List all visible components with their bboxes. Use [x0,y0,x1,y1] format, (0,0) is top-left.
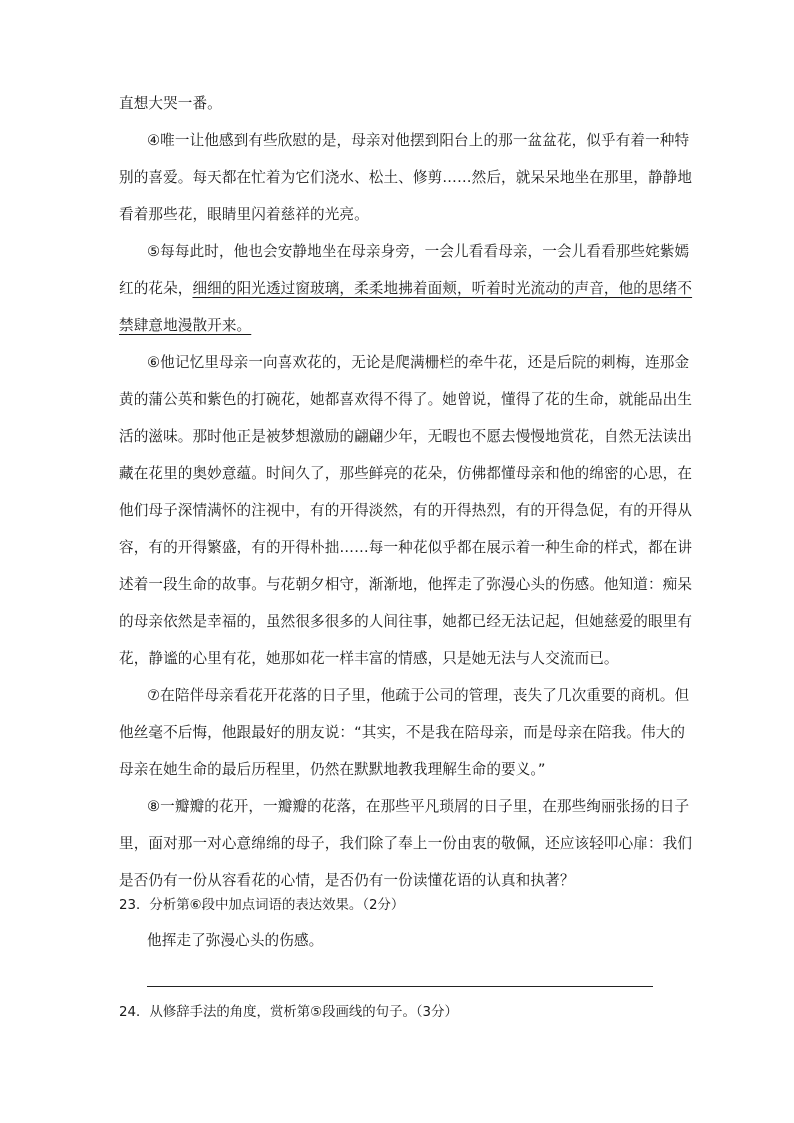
paragraph-5-line: ⑤每每此时，他也会安静地坐在母亲身旁，一会儿看看母亲，一会儿看看那些姹紫嫣 [147,243,690,260]
paragraph-6-line: 活的滋味。那时他正是被梦想激励的翩翩少年，无暇也不愿去慢慢地赏花，自然无法读出 [119,428,693,445]
paragraph-6-line: ⑥他记忆里母亲一向喜欢花的，无论是爬满栅栏的牵牛花，还是后院的刺梅，连那金 [147,354,690,371]
paragraph-8-line: 里，面对那一对心意绵绵的母子，我们除了奉上一份由衷的敬佩，还应该轻叩心扉：我们 [119,835,693,852]
underlined-sentence: 细细的阳光透过窗玻璃，柔柔地拂着面颊，听着时光流动的声音，他的思绪不 [192,280,693,297]
paragraph-8-line: ⑧一瓣瓣的花开，一瓣瓣的花落，在那些平凡琐屑的日子里，在那些绚丽张扬的日子 [147,798,690,815]
paragraph-6-line: 他们母子深情满怀的注视中，有的开得淡然，有的开得热烈，有的开得急促，有的开得从 [119,502,693,519]
passage-line: 直想大哭一番。 [119,95,222,112]
question-23-quote: 他挥走了弥漫心头的伤感。 [147,932,324,949]
paragraph-6-line: 容，有的开得繁盛，有的开得朴拙……每一种花似乎都在展示着一种生命的样式，都在讲 [119,539,693,556]
paragraph-5-plain-text: 红的花朵， [119,280,193,297]
paragraph-4-line: ④唯一让他感到有些欣慰的是，母亲对他摆到阳台上的那一盆盆花，似乎有着一种特 [147,132,690,149]
paragraph-5-line [119,316,679,336]
paragraph-7-line: 他丝毫不后悔，他跟最好的朋友说：“其实，不是我在陪母亲，而是母亲在陪我。伟大的 [119,724,686,741]
paragraph-6-line: 的母亲依然是幸福的，虽然很多很多的人间往事，她都已经无法记起，但她慈爱的眼里有 [119,613,693,630]
question-24-prompt: 24．从修辞手法的角度，赏析第⑤段画线的句子。（3分） [119,1005,458,1020]
question-23-prompt: 23．分析第⑥段中加点词语的表达效果。（2分） [119,898,405,913]
paragraph-6-line: 花，静谧的心里有花，她那如花一样丰富的情感，只是她无法与人交流而已。 [119,650,619,667]
paragraph-7-line: 母亲在她生命的最后历程里，仍然在默默地教我理解生命的要义。” [119,761,546,778]
paragraph-8-line: 是否仍有一份从容看花的心情，是否仍有一份读懂花语的认真和执著？ [119,872,575,889]
answer-line[interactable] [147,986,653,987]
paragraph-6-line: 藏在花里的奥妙意蕴。时间久了，那些鲜亮的花朵，仿佛都懂母亲和他的绵密的心思，在 [119,465,693,482]
paragraph-4-line: 别的喜爱。每天都在忙着为它们浇水、松土、修剪……然后，就呆呆地坐在那里，静静地 [119,169,693,186]
paragraph-7-line: ⑦在陪伴母亲看花开花落的日子里，他疏于公司的管理，丧失了几次重要的商机。但 [147,687,690,704]
paragraph-6-line: 黄的蒲公英和紫色的打碗花，她都喜欢得不得了。她曾说，懂得了花的生命，就能品出生 [119,391,693,408]
paragraph-5-line [119,279,693,299]
paragraph-4-line: 看着那些花，眼睛里闪着慈祥的光亮。 [119,206,369,223]
paragraph-6-line: 述着一段生命的故事。与花朝夕相守，渐渐地，他挥走了弥漫心头的伤感。他知道：痴呆 [119,576,693,593]
underlined-sentence-end: 禁肆意地漫散开来。 [119,317,252,334]
